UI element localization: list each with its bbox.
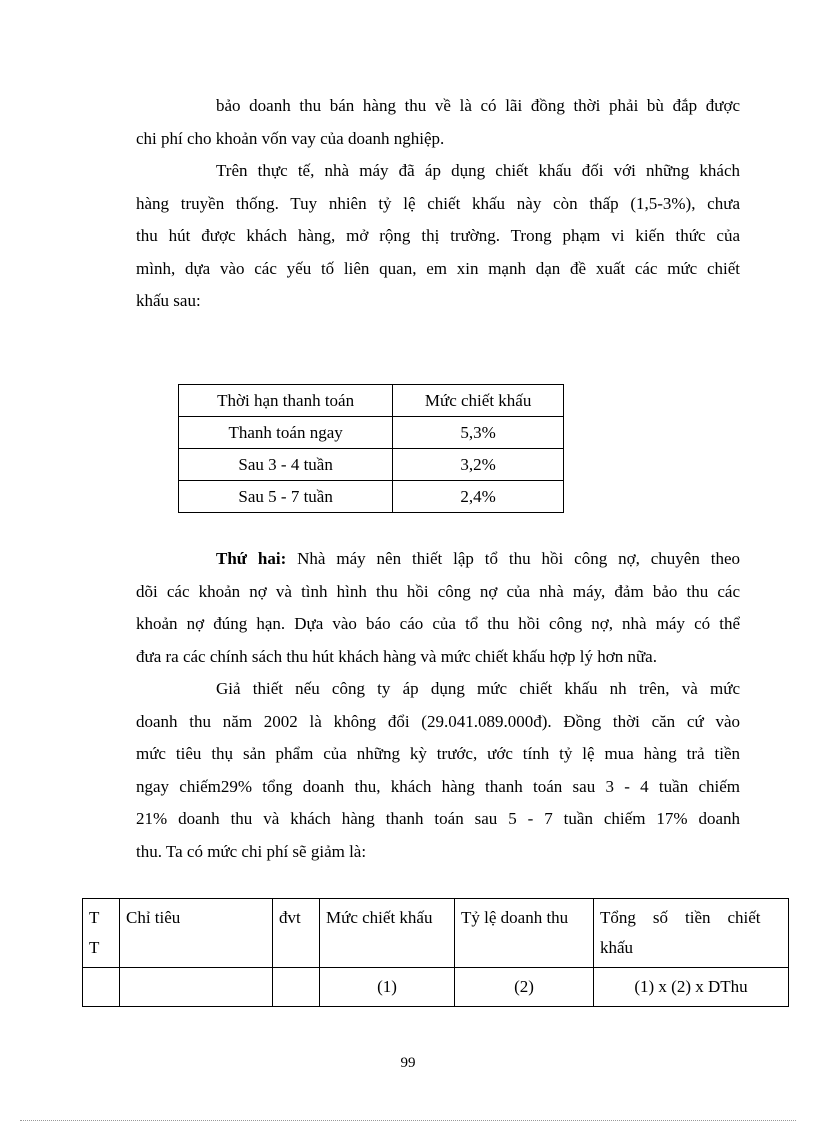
p3-line4: đưa ra các chính sách thu hút khách hàng và mức chiết khấu hợp lý hơn nữa.	[136, 646, 657, 666]
header-discount-rate: Mức chiết khấu	[393, 385, 564, 417]
p4-line6: thu. Ta có mức chi phí sẽ giảm là:	[136, 841, 367, 861]
header-tt-line1: T	[89, 908, 100, 927]
discount-rate-cell: 3,2%	[393, 449, 564, 481]
p3-line3: khoản nợ đúng hạn. Dựa vào báo cáo của tổ thu hồi công nợ, nhà máy có thể	[136, 614, 740, 633]
p1-line2: chi phí cho khoản vốn vay của doanh nghiệp.	[136, 128, 445, 148]
header-tt-line2: T	[89, 938, 100, 957]
header-tt	[83, 899, 120, 968]
header-tong-line2: khấu	[600, 938, 634, 957]
p3-line1: Nhà máy nên thiết lập tổ thu hồi công nợ, chuyên theo	[297, 549, 741, 568]
paragraph-1	[136, 90, 740, 155]
paragraph-3	[136, 543, 740, 673]
p2-line2: hàng truyền thống. Tuy nhiên tỷ lệ chiết khấu này còn thấp (1,5-3%), chưa	[136, 193, 740, 213]
discount-rate-cell: 2,4%	[393, 481, 564, 513]
p4-line4: ngay chiếm29% tổng doanh thu, khách hàng thanh toán sau 3 - 4 tuần chiếm	[136, 776, 740, 796]
payment-term-cell: Sau 3 - 4 tuần	[179, 449, 393, 481]
table-row	[179, 481, 564, 513]
header-tong-so-tien	[594, 899, 789, 968]
cell-tt	[83, 968, 120, 1007]
cell-ty-le: (2)	[455, 968, 594, 1007]
discount-table	[178, 384, 564, 513]
p2-line1: Trên thực tế, nhà máy đã áp dụng chiết khấu đối với những khách	[216, 161, 740, 180]
payment-term-cell: Sau 5 - 7 tuần	[179, 481, 393, 513]
discount-table-header	[179, 385, 564, 417]
discount-rate-cell: 5,3%	[393, 417, 564, 449]
payment-term-cell: Thanh toán ngay	[179, 417, 393, 449]
p4-line2: doanh thu năm 2002 là không đổi (29.041.089.000đ). Đồng thời căn cứ vào	[136, 711, 740, 731]
p2-line5: khấu sau:	[136, 291, 201, 310]
header-payment-term: Thời hạn thanh toán	[179, 385, 393, 417]
header-chi-tieu: Chỉ tiêu	[120, 899, 273, 968]
header-tong-line1: Tổng số tiền chiết	[600, 908, 761, 927]
table-row	[179, 417, 564, 449]
page-bottom-rule	[20, 1120, 796, 1121]
cell-chi-tieu	[120, 968, 273, 1007]
paragraph-2	[136, 155, 740, 318]
p4-line1: Giả thiết nếu công ty áp dụng mức chiết khấu nh trên, và mức	[216, 679, 740, 698]
cell-dvt	[273, 968, 320, 1007]
table-row	[83, 968, 789, 1007]
cost-reduction-table	[82, 898, 789, 1007]
paragraph-4	[136, 673, 740, 868]
p1-line1: bảo doanh thu bán hàng thu về là có lãi đồng thời phải bù đắp được	[216, 96, 740, 115]
page-number: 99	[400, 1055, 416, 1071]
p4-line3: mức tiêu thụ sản phẩm của những kỳ trước, ước tính tỷ lệ mua hàng trả tiền	[136, 744, 740, 763]
header-dvt: đvt	[273, 899, 320, 968]
p2-line4: mình, dựa vào các yếu tố liên quan, em xin mạnh dạn đề xuất các mức chiết	[136, 258, 740, 278]
p4-line5: 21% doanh thu và khách hàng thanh toán sau 5 - 7 tuần chiếm 17% doanh	[136, 809, 740, 828]
cell-tong: (1) x (2) x DThu	[594, 968, 789, 1007]
table-row	[179, 449, 564, 481]
p2-line3: thu hút được khách hàng, mở rộng thị trường. Trong phạm vi kiến thức của	[136, 226, 740, 245]
header-muc-chiet-khau: Mức chiết khấu	[320, 899, 455, 968]
cell-muc-chiet-khau: (1)	[320, 968, 455, 1007]
header-ty-le-doanh-thu: Tỷ lệ doanh thu	[455, 899, 594, 968]
p3-line2: dõi các khoản nợ và tình hình thu hồi công nợ của nhà máy, đảm bảo thu các	[136, 581, 740, 601]
cost-table-header	[83, 899, 789, 968]
p3-bold-lead: Thứ hai:	[216, 549, 287, 568]
